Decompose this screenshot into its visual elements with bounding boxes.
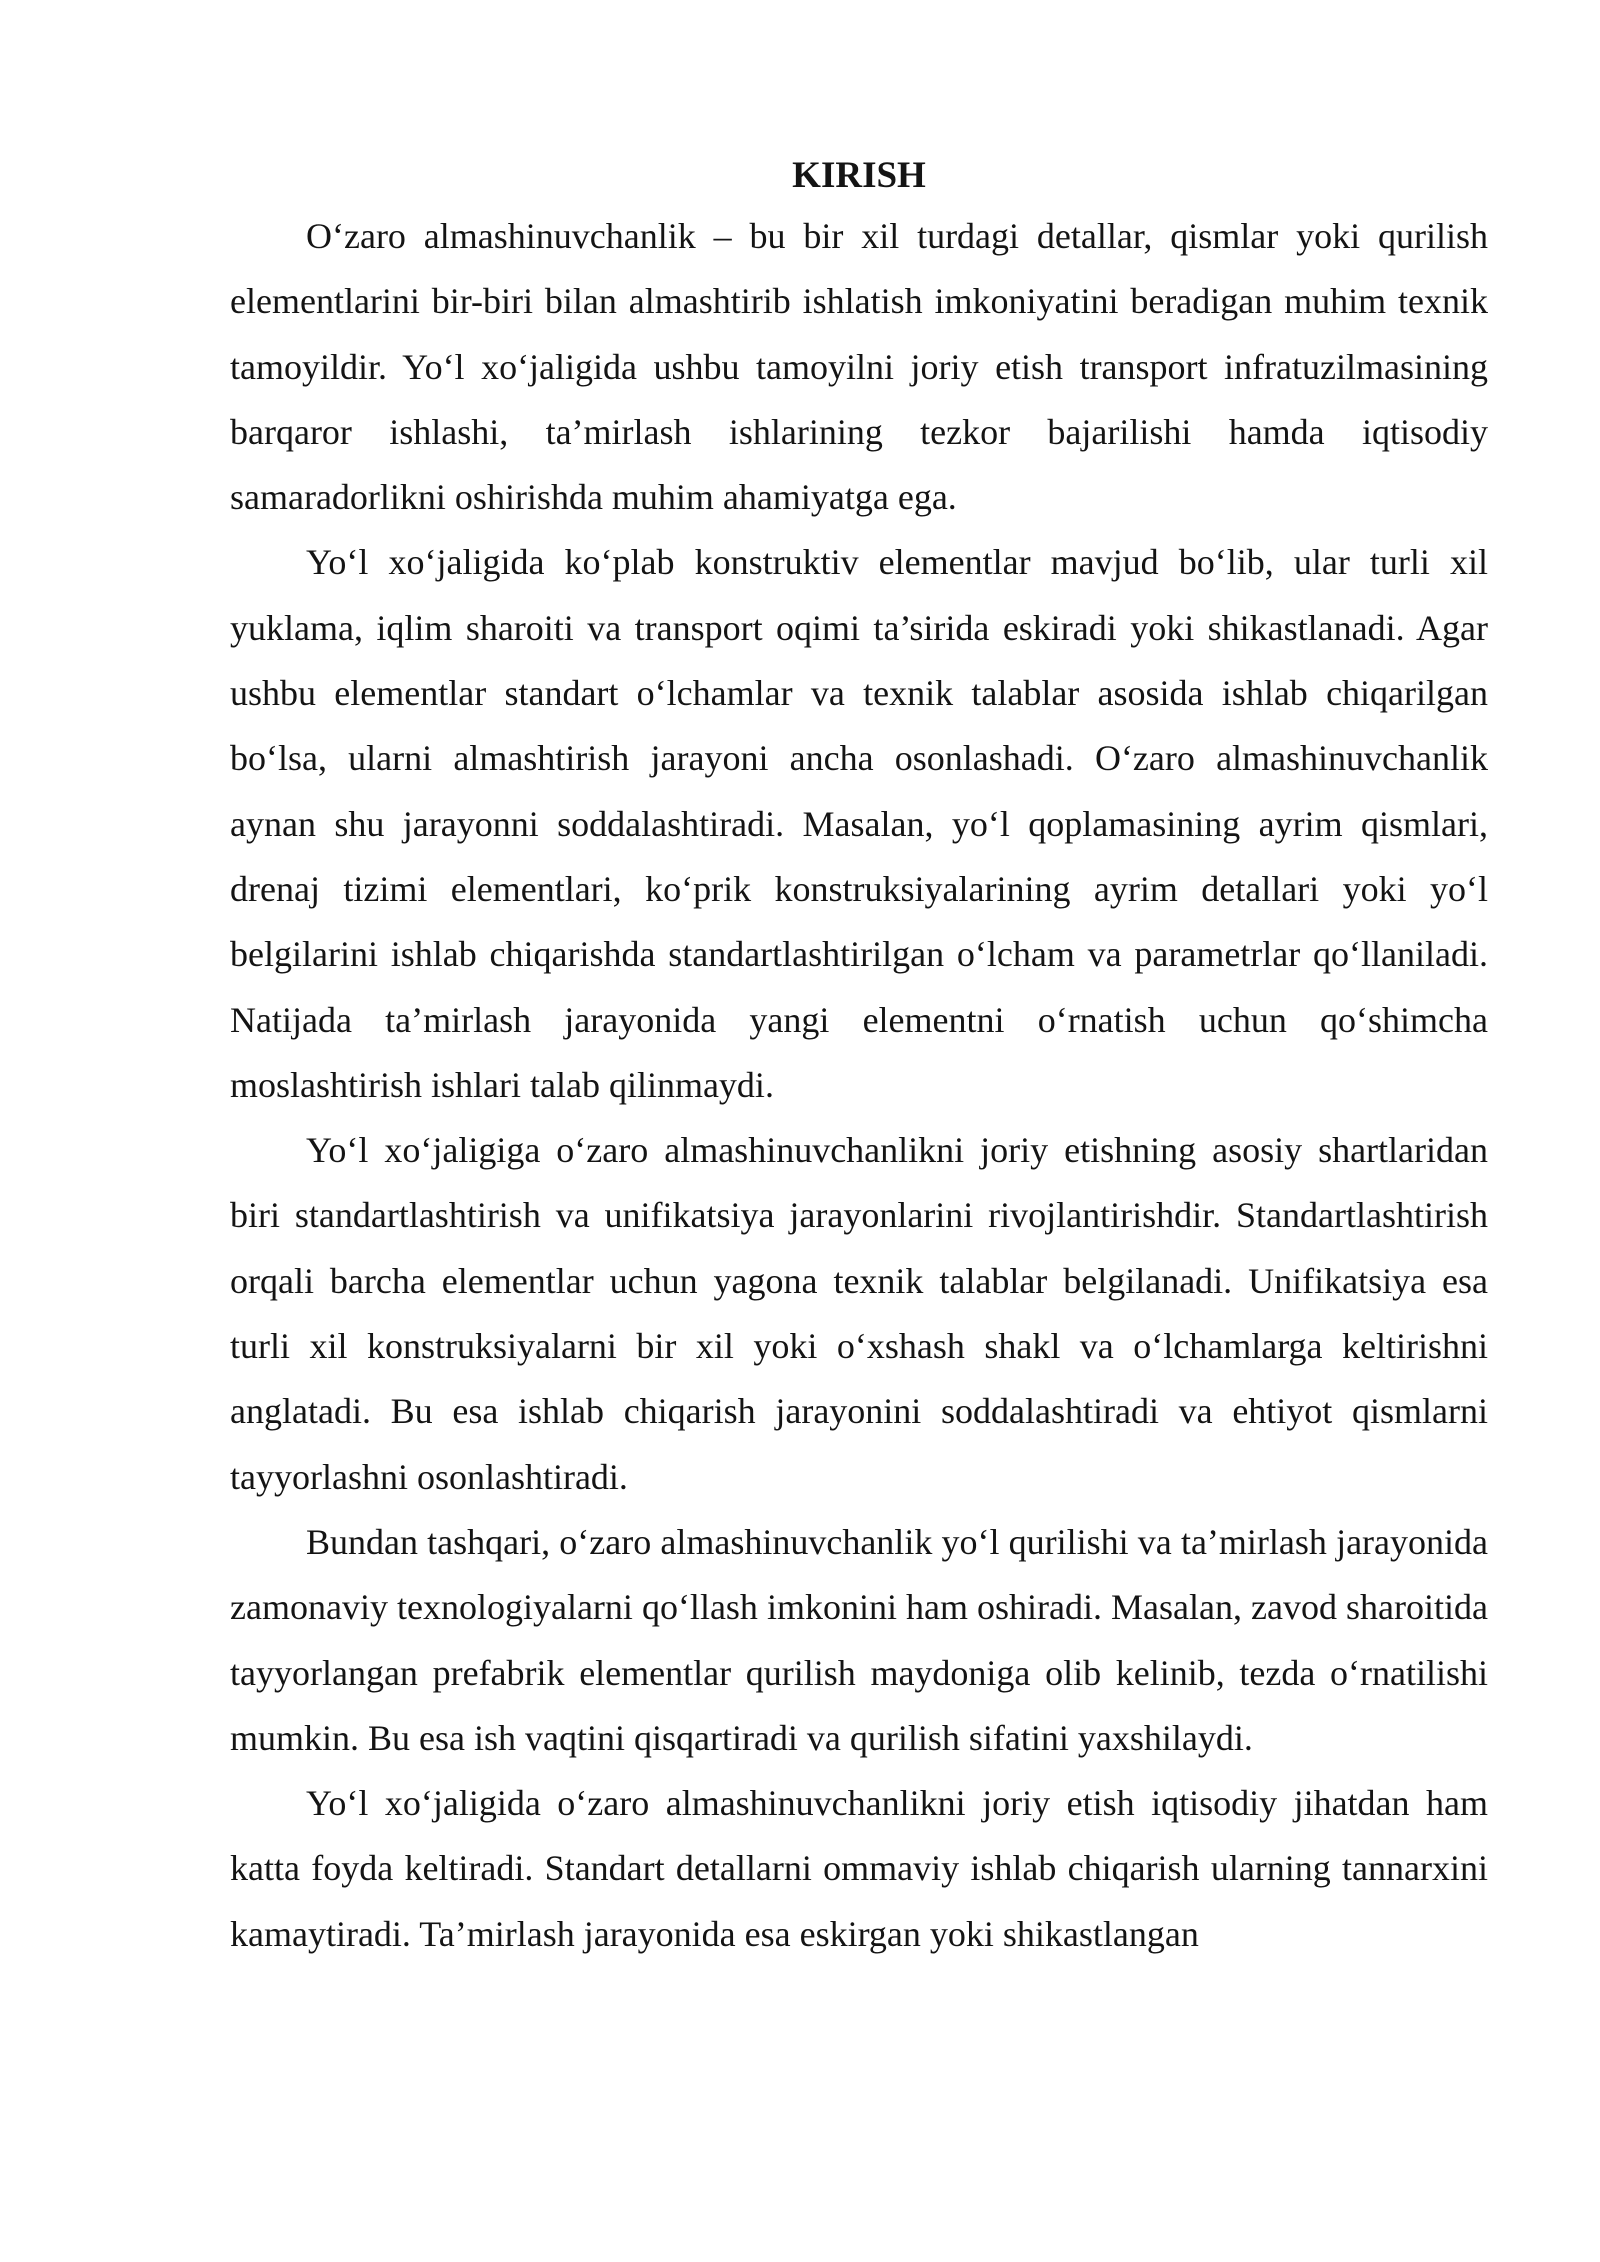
- paragraph-2: Yo‘l xo‘jaligida ko‘plab konstruktiv elementlar mavjud bo‘lib, ular turli xil yuklama, iqlim sharoiti va transport oqimi ta’sirida eskiradi yoki shikastlanadi. Agar ushbu elementlar standart o‘lchamlar va texnik talablar asosida ishlab chiqarilgan bo‘lsa, ularni almashtirish jarayoni ancha osonlashadi. O‘zaro almashinuvchanlik aynan shu jarayonni soddalashtiradi. Masalan, yo‘l qoplamasining ayrim qismlari, drenaj tizimi elementlari, ko‘prik konstruksiyalarining ayrim detallari yoki yo‘l belgilarini ishlab chiqarishda standartlashtirilgan o‘lcham va parametrlar qo‘llaniladi. Natijada ta’mirlash jarayonida yangi elementni o‘rnatish uchun qo‘shimcha moslashtirish ishlari talab qilinmaydi.: [230, 542, 1488, 1105]
- document-body: [230, 148, 1488, 1967]
- paragraph-4: Bundan tashqari, o‘zaro almashinuvchanlik yo‘l qurilishi va ta’mirlash jarayonida zamonaviy texnologiyalarni qo‘llash imkonini ham oshiradi. Masalan, zavod sharoitida tayyorlangan prefabrik elementlar qurilish maydoniga olib kelinib, tezda o‘rnatilishi mumkin. Bu esa ish vaqtini qisqartiradi va qurilish sifatini yaxshilaydi.: [230, 1521, 1488, 1758]
- paragraph-5: Yo‘l xo‘jaligida o‘zaro almashinuvchanlikni joriy etish iqtisodiy jihatdan ham katta foyda keltiradi. Standart detallarni ommaviy ishlab chiqarish ularning tannarxini kamaytiradi. Ta’mirlash jarayonida esa eskirgan yoki shikastlangan: [230, 1783, 1488, 1954]
- paragraph-3: Yo‘l xo‘jaligiga o‘zaro almashinuvchanlikni joriy etishning asosiy shartlaridan biri standartlashtirish va unifikatsiya jarayonlarini rivojlantirishdir. Standartlashtirish orqali barcha elementlar uchun yagona texnik talablar belgilanadi. Unifikatsiya esa turli xil konstruksiyalarni bir xil yoki o‘xshash shakl va o‘lchamlarga keltirishni anglatadi. Bu esa ishlab chiqarish jarayonini soddalashtiradi va ehtiyot qismlarni tayyorlashni osonlashtiradi.: [230, 1130, 1488, 1497]
- page-title: KIRISH: [792, 155, 926, 196]
- paragraph-1: O‘zaro almashinuvchanlik – bu bir xil turdagi detallar, qismlar yoki qurilish elementlarini bir-biri bilan almashtirib ishlatish imkoniyatini beradigan muhim texnik tamoyildir. Yo‘l xo‘jaligida ushbu tamoyilni joriy etish transport infratuzilmasining barqaror ishlashi, ta’mirlash ishlarining tezkor bajarilishi hamda iqtisodiy samaradorlikni oshirishda muhim ahamiyatga ega.: [230, 216, 1488, 518]
